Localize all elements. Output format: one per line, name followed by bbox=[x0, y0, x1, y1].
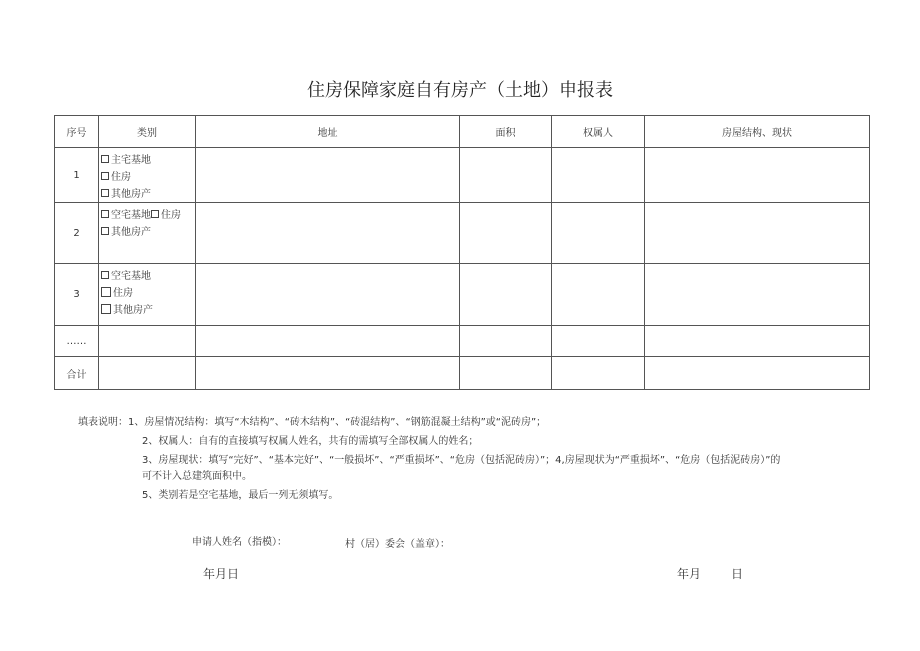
row-number: 1 bbox=[55, 148, 99, 203]
option-label: 空宅基地 bbox=[111, 210, 151, 221]
checkbox-icon[interactable] bbox=[151, 210, 159, 218]
structure-status-cell[interactable] bbox=[645, 148, 870, 203]
category-cell bbox=[99, 203, 196, 264]
area-cell[interactable] bbox=[460, 203, 552, 264]
owner-cell[interactable] bbox=[552, 148, 645, 203]
instruction-line: 5、类别若是空宅基地，最后一列无须填写。 bbox=[142, 490, 339, 501]
owner-cell[interactable] bbox=[552, 357, 645, 390]
checkbox-icon[interactable] bbox=[101, 287, 111, 297]
checkbox-icon[interactable] bbox=[101, 155, 109, 163]
option-label: 其他房产 bbox=[111, 227, 151, 238]
category-cell[interactable] bbox=[99, 326, 196, 357]
option-label: 其他房产 bbox=[113, 305, 153, 316]
checkbox-icon[interactable] bbox=[101, 304, 111, 314]
checkbox-icon[interactable] bbox=[101, 210, 109, 218]
area-cell[interactable] bbox=[460, 357, 552, 390]
applicant-signature-label: 申请人姓名（指模）： bbox=[192, 537, 287, 548]
total-row bbox=[55, 357, 870, 390]
address-cell[interactable] bbox=[196, 203, 460, 264]
area-cell[interactable] bbox=[460, 264, 552, 326]
table-row bbox=[55, 326, 870, 357]
structure-status-cell[interactable] bbox=[645, 326, 870, 357]
owner-cell[interactable] bbox=[552, 203, 645, 264]
address-cell[interactable] bbox=[196, 148, 460, 203]
header-owner: 权属人 bbox=[552, 116, 645, 148]
option-label: 主宅基地 bbox=[111, 155, 151, 166]
structure-status-cell[interactable] bbox=[645, 357, 870, 390]
structure-status-cell[interactable] bbox=[645, 264, 870, 326]
category-option[interactable] bbox=[101, 283, 195, 300]
instruction-line: 填表说明：1、房屋情况结构：填写“木结构”、“砖木结构”、“砖混结构”、“钢筋混凝土结构”或“泥砖房”； bbox=[78, 417, 547, 428]
option-label: 住房 bbox=[113, 288, 133, 299]
checkbox-icon[interactable] bbox=[101, 189, 109, 197]
option-label: 其他房产 bbox=[111, 189, 151, 200]
area-cell[interactable] bbox=[460, 326, 552, 357]
row-number: …… bbox=[55, 326, 99, 357]
category-cell bbox=[99, 264, 196, 326]
instruction-line: 3、房屋现状：填写“完好”、“基本完好”、“一般损坏”、“严重损坏”、“危房（包括泥砖房）”；4,房屋现状为“严重损坏”、“危房（包括泥砖房）”的 bbox=[142, 455, 781, 466]
address-cell[interactable] bbox=[196, 326, 460, 357]
header-address: 地址 bbox=[196, 116, 460, 148]
committee-date-year-month: 年月 bbox=[677, 567, 702, 581]
filling-instructions bbox=[78, 413, 780, 505]
instruction-line: 可不计入总建筑面积中。 bbox=[142, 471, 252, 482]
table-row bbox=[55, 148, 870, 203]
category-option[interactable] bbox=[101, 150, 195, 167]
declaration-table bbox=[54, 115, 870, 390]
category-option[interactable] bbox=[101, 266, 195, 283]
address-cell[interactable] bbox=[196, 357, 460, 390]
checkbox-icon[interactable] bbox=[101, 271, 109, 279]
row-number: 2 bbox=[55, 203, 99, 264]
structure-status-cell[interactable] bbox=[645, 203, 870, 264]
checkbox-icon[interactable] bbox=[101, 172, 109, 180]
category-cell bbox=[99, 148, 196, 203]
option-label: 空宅基地 bbox=[111, 271, 151, 282]
option-label: 住房 bbox=[111, 172, 131, 183]
table-header-row bbox=[55, 116, 870, 148]
category-option-row bbox=[101, 205, 195, 222]
area-cell[interactable] bbox=[460, 148, 552, 203]
category-option[interactable] bbox=[101, 184, 195, 201]
instruction-line: 2、权属人：自有的直接填写权属人姓名，共有的需填写全部权属人的姓名； bbox=[142, 436, 479, 447]
category-option[interactable] bbox=[101, 300, 195, 317]
checkbox-icon[interactable] bbox=[101, 227, 109, 235]
category-cell[interactable] bbox=[99, 357, 196, 390]
total-label: 合计 bbox=[55, 357, 99, 390]
header-structure-status: 房屋结构、现状 bbox=[645, 116, 870, 148]
category-option[interactable] bbox=[101, 167, 195, 184]
committee-date-day: 日 bbox=[731, 567, 744, 581]
owner-cell[interactable] bbox=[552, 326, 645, 357]
header-index: 序号 bbox=[55, 116, 99, 148]
applicant-date: 年月日 bbox=[203, 567, 240, 581]
address-cell[interactable] bbox=[196, 264, 460, 326]
header-area: 面积 bbox=[460, 116, 552, 148]
page-title: 住房保障家庭自有房产（土地）申报表 bbox=[307, 80, 613, 101]
option-label: 住房 bbox=[161, 210, 181, 221]
header-category: 类别 bbox=[99, 116, 196, 148]
category-option[interactable] bbox=[101, 222, 195, 239]
table-row bbox=[55, 264, 870, 326]
owner-cell[interactable] bbox=[552, 264, 645, 326]
row-number: 3 bbox=[55, 264, 99, 326]
committee-seal-label: 村（居）委会（盖章）： bbox=[345, 539, 450, 550]
table-row bbox=[55, 203, 870, 264]
